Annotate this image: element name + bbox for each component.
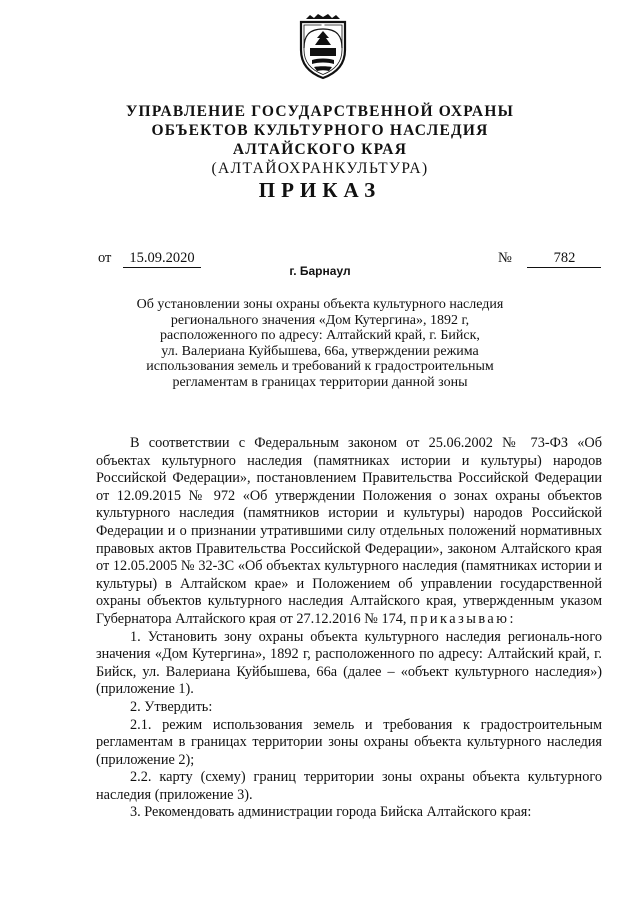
subject-line: регионального значения «Дом Кутергина», 1892 г, <box>170 312 470 328</box>
clause-1: 1. Установить зону охраны объекта культурного наследия региональ-ного значения «Дом Кутергина», 1892 г, расположенного по адресу: Алтайский край, г. Бийск, ул. Валериана Куйбышева, 66а (далее – «объект культурного наследия») (приложение 1). <box>96 628 602 698</box>
clause-2: 2. Утвердить: <box>130 698 213 715</box>
preamble-text: В соответствии с Федеральным законом от 25.06.2002 № 73-ФЗ «Об объектах культурного наследия (памятниках истории и культуры) народов Российской Федерации», постановлением Правительства Российской Федерации от 12.09.2015 № 972 «Об утверждении Положения о зонах охраны объектов культурного наследия (памятников истории и культуры) народов Российской Федерации и о признании утратившими силу отдельных положений нормативных правовых актов Правительства Российской Федерации», законом Алтайского края от 12.05.2005 № 32-ЗС «Об объектах культурного наследия (памятниках истории и культуры) в Алтайском крае» и Положением об управлении государственной охраны объектов культурного наследия Алтайского края, утвержденным указом Губернатора Алтайского края от 27.12.2016 № 174, <box>96 435 602 627</box>
subject-line: Об установлении зоны охраны объекта культурного наследия <box>136 297 504 312</box>
number-value: 782 <box>527 251 601 268</box>
clause-2-2: 2.2. карту (схему) границ территории зоны охраны объекта культурного наследия (приложение 3). <box>96 769 602 803</box>
city-of-issue: г. Барнаул <box>289 264 351 278</box>
authority-name-line-3: АЛТАЙСКОГО КРАЯ <box>232 141 408 158</box>
date-prefix: от <box>98 250 112 266</box>
authority-name-line-2: ОБЪЕКТОВ КУЛЬТУРНОГО НАСЛЕДИЯ <box>151 122 489 139</box>
issuing-authority <box>0 102 640 178</box>
order-body <box>96 435 602 822</box>
order-keyword: приказываю: <box>410 610 516 627</box>
authority-abbreviation: (АЛТАЙОХРАНКУЛЬТУРА) <box>211 160 429 177</box>
date-value: 15.09.2020 <box>123 251 201 268</box>
number-prefix: № <box>498 250 512 266</box>
subject-line: использования земель и требований к градостроительным <box>146 359 494 375</box>
subject-line: расположенного по адресу: Алтайский край, г. Бийск, <box>160 328 480 344</box>
document-type-title: ПРИКАЗ <box>258 178 382 202</box>
clause-3: 3. Рекомендовать администрации города Бийска Алтайского края: <box>130 804 532 821</box>
preamble-paragraph <box>96 435 602 629</box>
clause-2-1: 2.1. режим использования земель и требования к градостроительным регламентам в границах территории зоны охраны объекта культурного наследия (приложение 2); <box>96 716 602 768</box>
authority-name-line-1: УПРАВЛЕНИЕ ГОСУДАРСТВЕННОЙ ОХРАНЫ <box>125 103 514 120</box>
altai-krai-coat-of-arms-icon <box>296 14 350 80</box>
subject-line: регламентам в границах территории данной зоны <box>172 374 468 390</box>
order-subject <box>0 297 640 391</box>
subject-line: ул. Валериана Куйбышева, 66а, утверждении режима <box>161 343 479 359</box>
